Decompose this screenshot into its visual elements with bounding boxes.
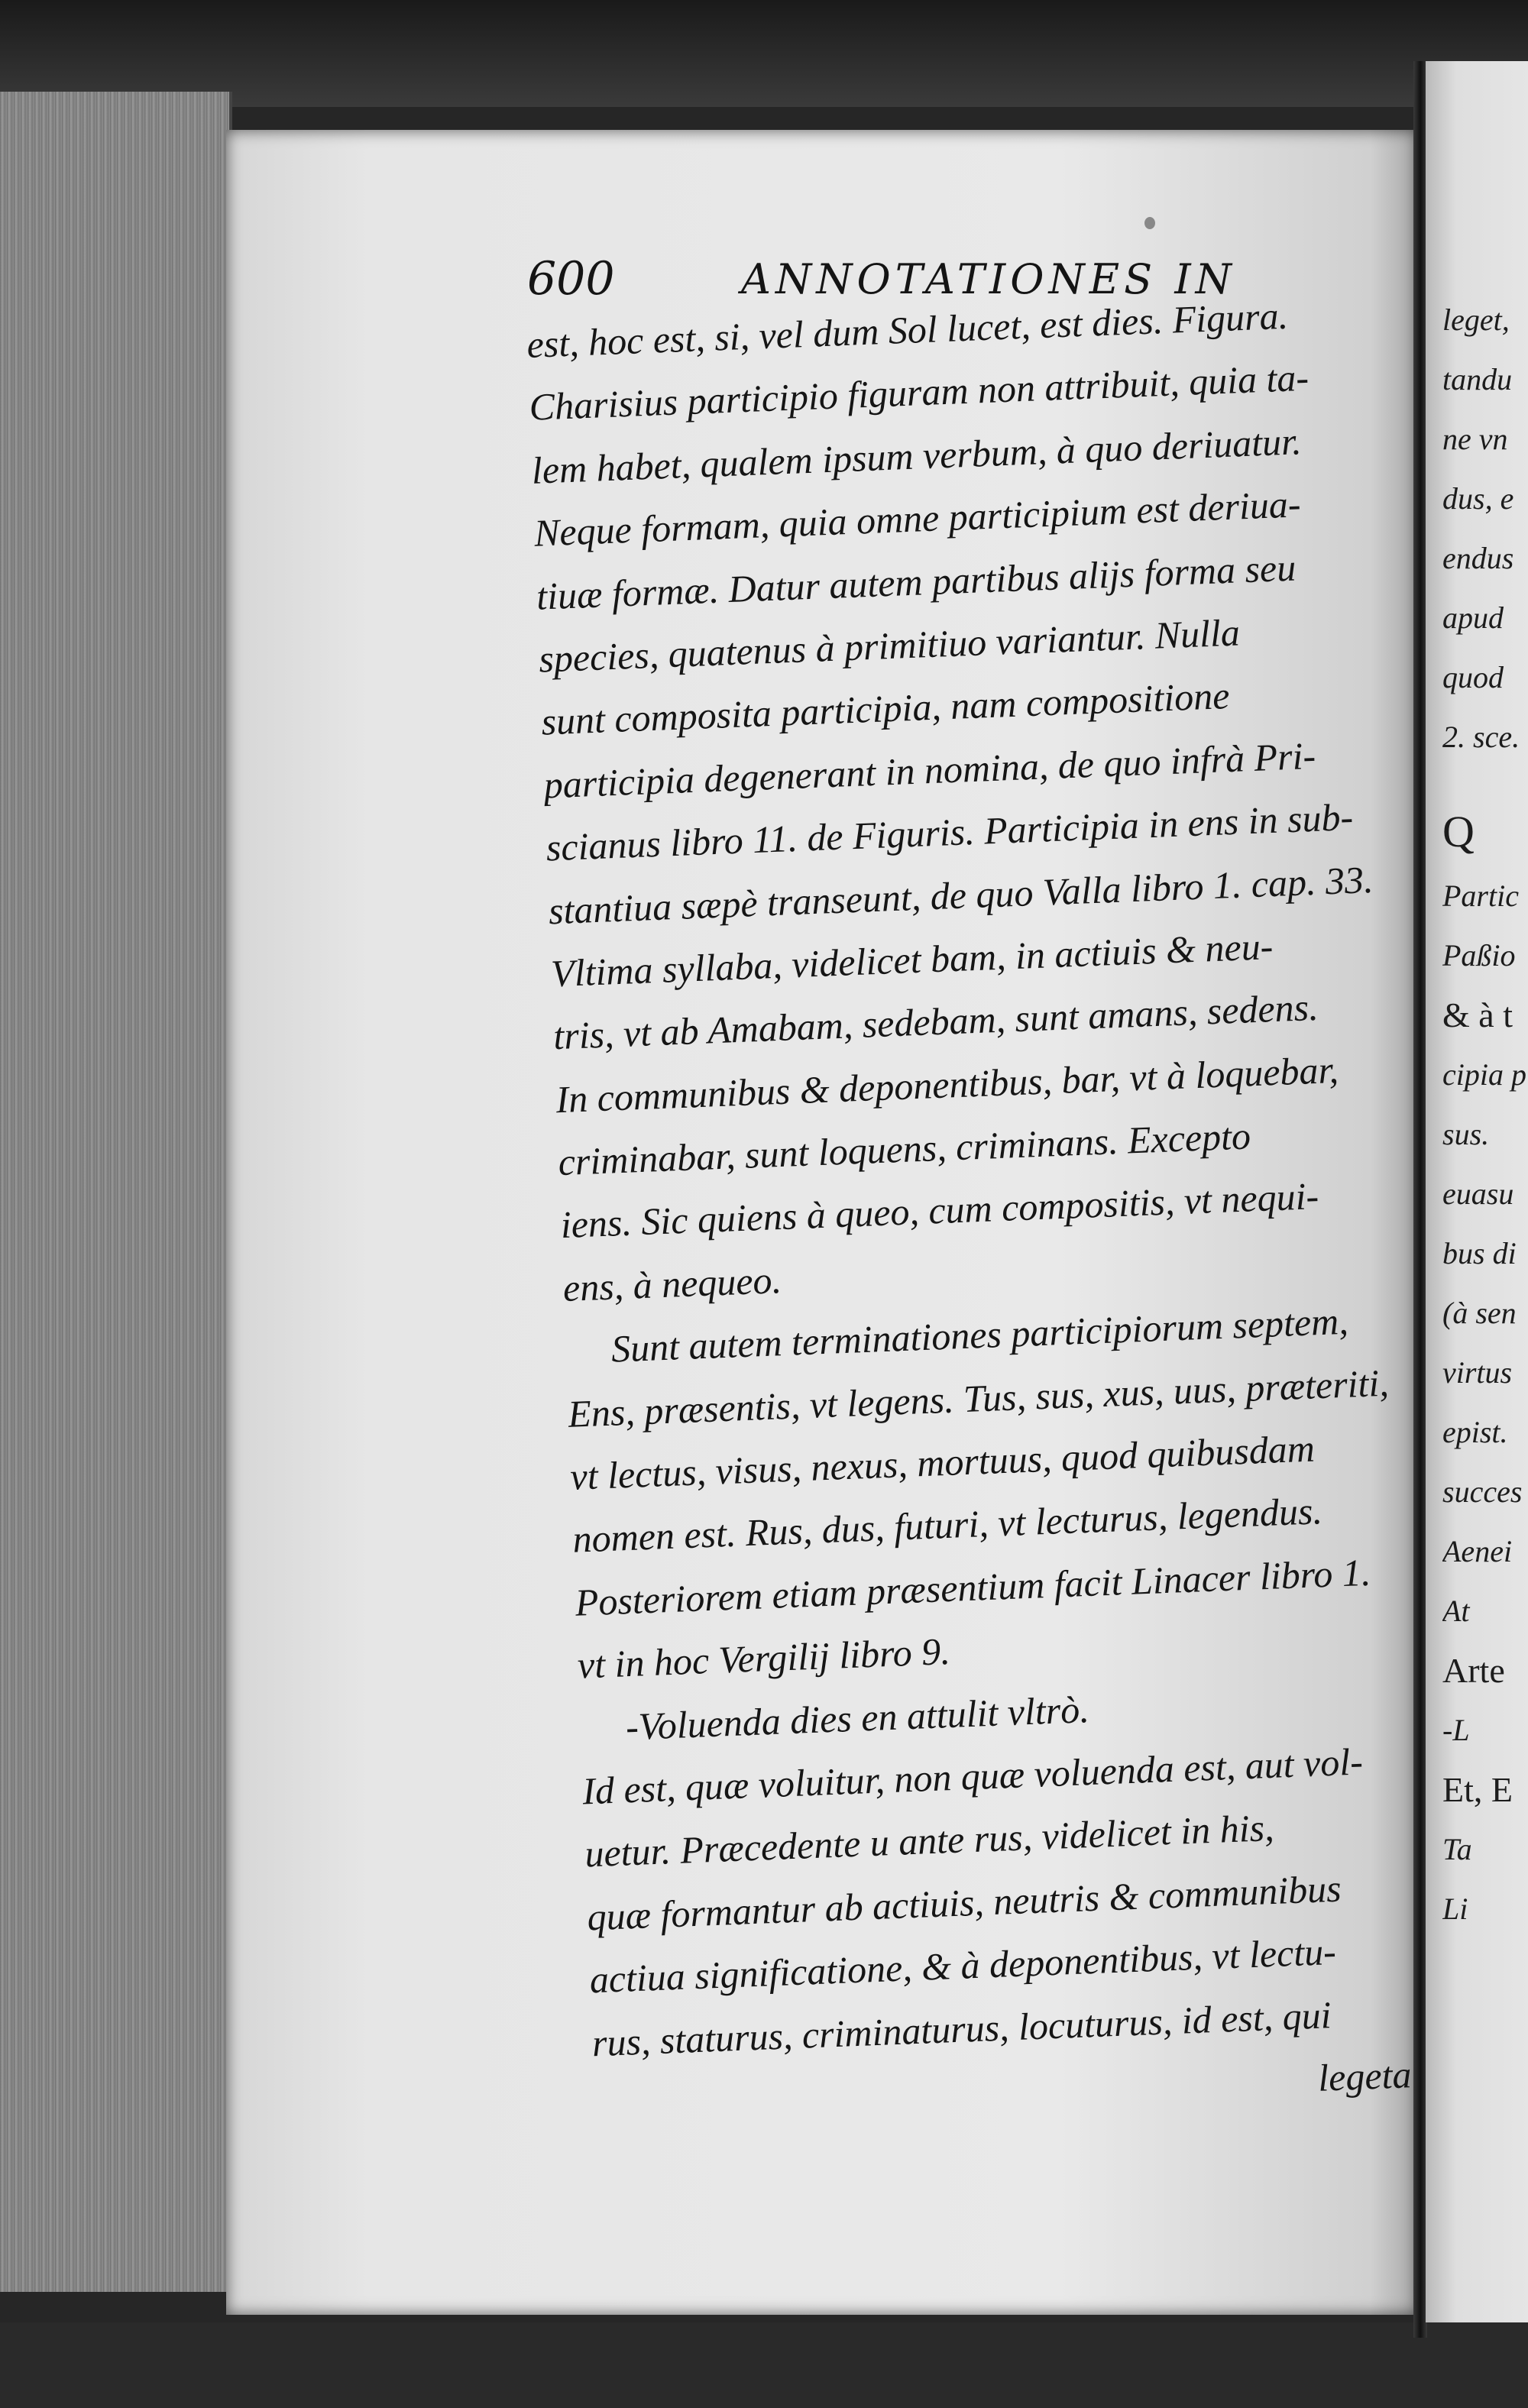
text-fragment: quod (1442, 660, 1504, 694)
text-line: sunt composita participia, nam compositione (540, 674, 1231, 743)
text-line: vt in hoc Vergilij libro 9. (576, 1630, 951, 1687)
text-line: species, quatenus à primitiuo variantur. Nulla (538, 610, 1241, 681)
text-fragment: tandu (1442, 362, 1513, 396)
text-line: quæ formantur ab actiuis, neutris & communibus (586, 1866, 1342, 1939)
text-line: iens. Sic quiens à queo, cum compositis, vt nequi- (559, 1174, 1320, 1247)
page-header-title: ANNOTATIONES IN (741, 255, 1236, 303)
text-line: stantiua sæpè transeunt, de quo Valla libro 1. cap. 33. (547, 857, 1374, 932)
text-fragment: Ta (1442, 1832, 1472, 1866)
text-line: Id est, quæ voluitur, non quæ voluenda est, aut vol- (581, 1740, 1364, 1813)
text-line: Charisius participio figuram non attribuit, quia ta- (528, 356, 1309, 429)
text-fragment: bus di (1442, 1236, 1517, 1270)
text-fragment: leget, (1442, 303, 1510, 337)
body-text (526, 280, 1458, 2138)
text-line: uetur. Præcedente u ante rus, videlicet in his, (584, 1806, 1275, 1876)
text-fragment: epist. (1442, 1415, 1508, 1449)
catchword: legeta (1317, 2053, 1413, 2099)
text-line: vt lectus, visus, nexus, mortuus, quod quibusdam (569, 1426, 1316, 1498)
book-page-edges (0, 92, 232, 2292)
drop-capital: Q (1442, 807, 1475, 856)
text-line: Vltima syllaba, videlicet bam, in actiuis & neu- (550, 924, 1274, 995)
text-line: tris, vt ab Amabam, sedebam, sunt amans, sedens. (552, 986, 1319, 1058)
text-line: ens, à nequeo. (562, 1257, 782, 1309)
text-fragment: Et, E (1442, 1770, 1513, 1809)
text-fragment: succes (1442, 1474, 1523, 1509)
text-fragment: Aenei (1442, 1534, 1513, 1568)
text-fragment: ne vn (1442, 422, 1508, 456)
text-fragment: cipia p (1442, 1057, 1526, 1092)
text-line: Sunt autem terminationes participiorum septem, (610, 1299, 1349, 1371)
text-line: scianus libro 11. de Figuris. Participia in ens in sub- (545, 795, 1355, 869)
text-line: lem habet, qualem ipsum verbum, à quo deriuatur. (530, 419, 1303, 492)
text-fragment: euasu (1442, 1176, 1514, 1211)
text-line: tiuæ formæ. Datur autem partibus aliјs forma seu (536, 545, 1297, 618)
text-fragment: dus, e (1442, 481, 1514, 516)
page-number: 600 (527, 252, 615, 306)
text-line: Ens, præsentis, vt legens. Tus, sus, xus, uus, præteriti, (567, 1361, 1390, 1435)
text-fragment: apud (1442, 600, 1504, 635)
background-bottom (0, 2322, 1528, 2408)
text-line: Posteriorem etiam præsentium facit Linacer libro 1. (574, 1550, 1372, 1624)
text-fragment: (à sen (1442, 1296, 1517, 1330)
text-line: -Voluenda dies en attulit vltrò. (625, 1687, 1090, 1748)
right-page-text (1442, 290, 1528, 1939)
text-fragment: endus (1442, 541, 1514, 575)
text-line: actiua significatione, & à deponentibus, vt lectu- (588, 1930, 1337, 2002)
text-line: criminabar, sunt loquens, criminans. Excepto (557, 1114, 1251, 1184)
text-fragment: Arte (1442, 1651, 1505, 1690)
text-fragment: Li (1442, 1892, 1468, 1926)
text-fragment: virtus (1442, 1355, 1513, 1390)
text-line: participia degenerant in nomina, de quo infrà Pri- (542, 733, 1317, 807)
text-fragment: sus. (1442, 1117, 1490, 1151)
text-line: In communibus & deponentibus, bar, vt à loquebar, (555, 1047, 1339, 1121)
text-fragment: 2. sce. (1442, 720, 1520, 754)
ink-spot (1144, 217, 1155, 229)
text-line: est, hoc est, si, vel dum Sol lucet, est dies. Figura. (526, 293, 1289, 366)
text-fragment: Partic (1442, 879, 1519, 913)
text-line: nomen est. Rus, dus, futuri, vt lecturus, legendus. (571, 1489, 1323, 1562)
text-fragment: -L (1442, 1713, 1470, 1747)
text-line: Neque formam, quia omne participium est deriua- (533, 482, 1302, 555)
text-fragment: Paßio (1442, 938, 1516, 973)
text-fragment: & à t (1442, 995, 1513, 1034)
text-fragment: At (1442, 1594, 1470, 1628)
background-top (0, 0, 1528, 107)
text-line: rus, staturus, criminaturus, locuturus, id est, qui (591, 1992, 1332, 2064)
